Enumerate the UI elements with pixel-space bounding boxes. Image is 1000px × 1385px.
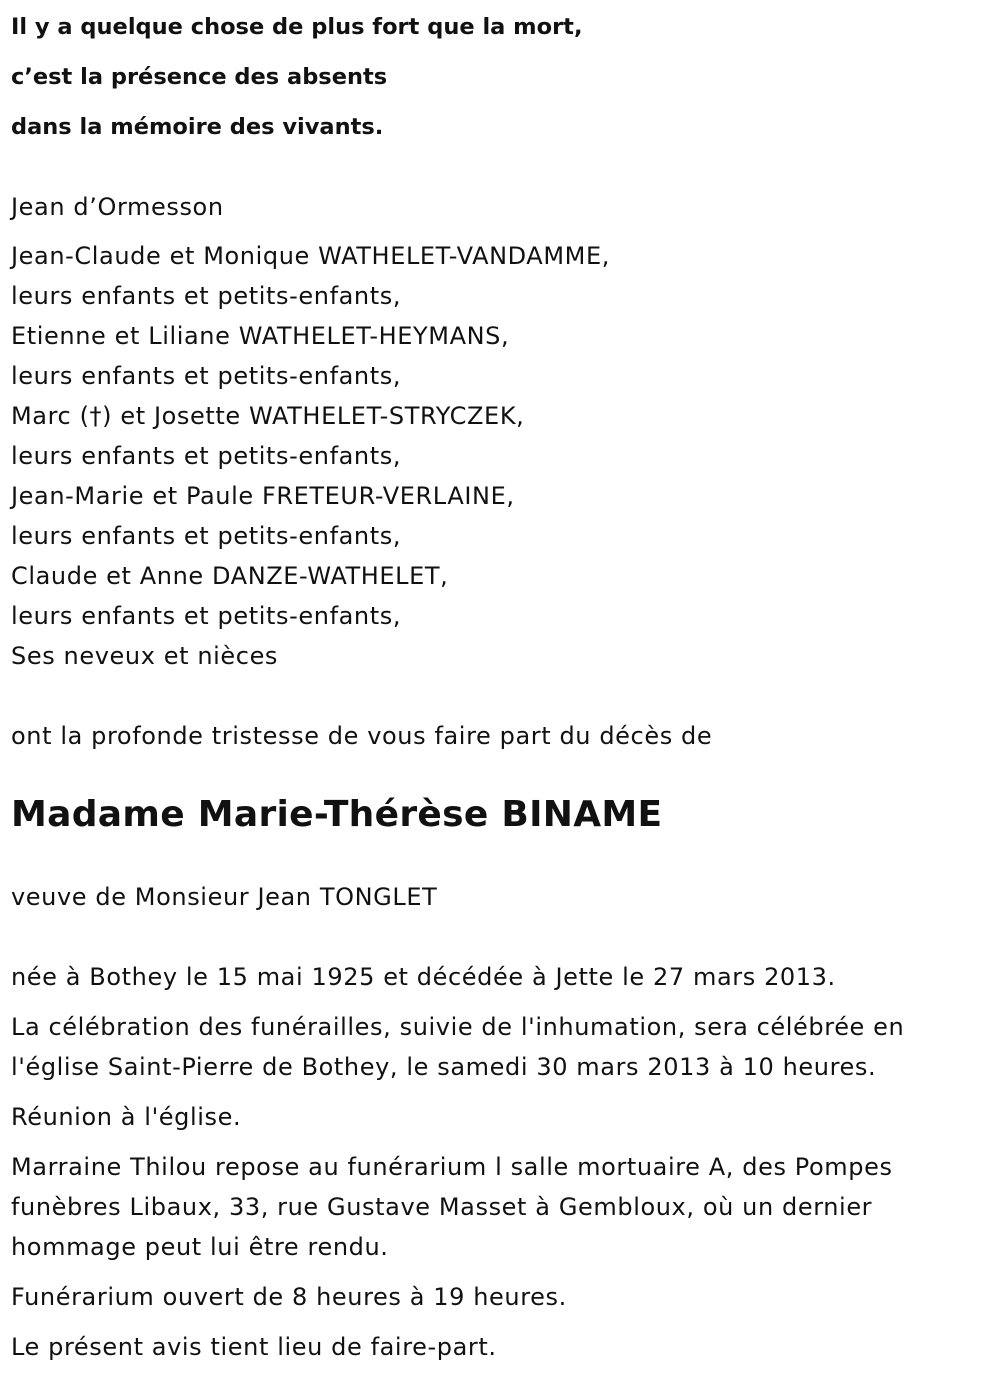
widow-of-text: veuve de Monsieur Jean TONGLET [11, 883, 438, 911]
funeral-details [11, 1007, 986, 1087]
family-line: Ses neveux et nièces [11, 642, 279, 670]
family-line: Jean-Claude et Monique WATHELET-VANDAMME, [11, 242, 610, 270]
funeral-line: La célébration des funérailles, suivie de l'inhumation, sera célébrée en [11, 1013, 905, 1041]
family-line: Etienne et Liliane WATHELET-HEYMANS, [11, 322, 510, 350]
repose-line: Marraine Thilou repose au funérarium l salle mortuaire A, des Pompes [11, 1153, 893, 1181]
funeral-line: l'église Saint-Pierre de Bothey, le samedi 30 mars 2013 à 10 heures. [11, 1053, 877, 1081]
announcement-text: ont la profonde tristesse de vous faire part du décès de [11, 722, 713, 750]
quote-line: c’est la présence des absents [11, 64, 388, 90]
family-line: leurs enfants et petits-enfants, [11, 522, 402, 550]
family-line: leurs enfants et petits-enfants, [11, 362, 402, 390]
family-line: Claude et Anne DANZE-WATHELET, [11, 562, 449, 590]
repose-line: funèbres Libaux, 33, rue Gustave Masset à Gembloux, où un dernier [11, 1193, 873, 1221]
family-line: leurs enfants et petits-enfants, [11, 602, 402, 630]
closing-note: Le présent avis tient lieu de faire-part. [11, 1333, 497, 1361]
epigraph-quote [11, 2, 986, 152]
quote-author: Jean d’Ormesson [11, 193, 224, 221]
quote-line: dans la mémoire des vivants. [11, 114, 384, 140]
quote-line: Il y a quelque chose de plus fort que la mort, [11, 14, 583, 40]
family-line: Jean-Marie et Paule FRETEUR-VERLAINE, [11, 482, 515, 510]
family-list [11, 236, 986, 676]
family-line: leurs enfants et petits-enfants, [11, 442, 402, 470]
birth-death-dates: née à Bothey le 15 mai 1925 et décédée à Jette le 27 mars 2013. [11, 963, 836, 991]
repose-line: hommage peut lui être rendu. [11, 1233, 389, 1261]
family-line: leurs enfants et petits-enfants, [11, 282, 402, 310]
repose-details [11, 1147, 986, 1267]
meeting-text: Réunion à l'église. [11, 1103, 242, 1131]
deceased-name: Madame Marie-Thérèse BINAME [11, 794, 663, 835]
death-notice [11, 0, 986, 1367]
funerarium-hours: Funérarium ouvert de 8 heures à 19 heures. [11, 1283, 567, 1311]
family-line: Marc (†) et Josette WATHELET-STRYCZEK, [11, 402, 525, 430]
